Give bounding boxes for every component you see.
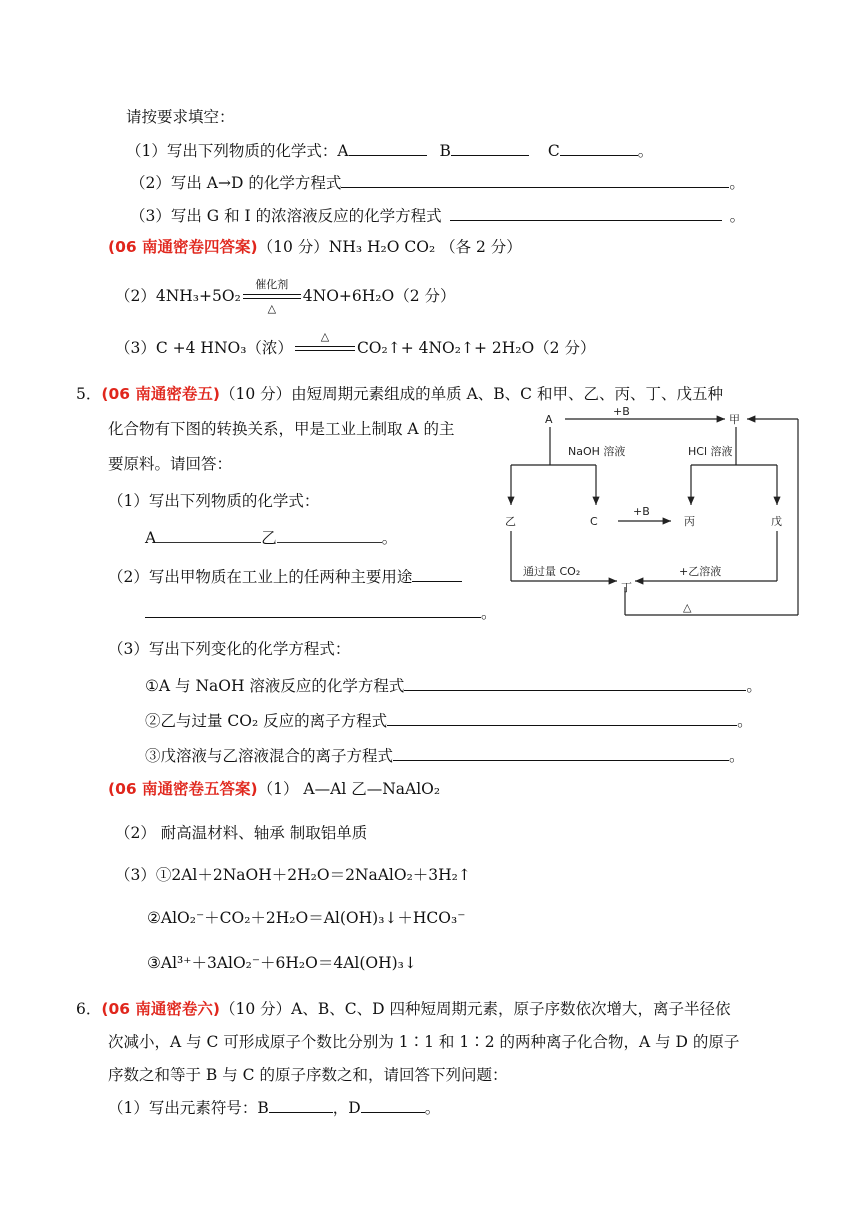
q5-part1-blanks: A 乙 。 — [145, 529, 398, 547]
answer-blank-equation[interactable] — [393, 746, 729, 761]
answer-blank-yi[interactable] — [277, 528, 382, 543]
answer-blank-equation[interactable] — [450, 206, 722, 221]
q5-text-line: 要原料。请回答： — [108, 455, 233, 473]
q5-answer-3-3: ③Al³⁺＋3AlO₂⁻＋6H₂O＝4Al(OH)₃↓ — [147, 954, 417, 972]
q5-part1: （1）写出下列物质的化学式： — [108, 492, 320, 510]
q6-text-line: 次减小，A 与 C 可形成原子个数比分别为 1∶1 和 1∶2 的两种离子化合物，A 与 D 的原子 — [108, 1033, 740, 1051]
reaction-diagram — [493, 405, 803, 620]
label-naoh: NaOH 溶液 — [568, 445, 626, 458]
q4-part1: （1）写出下列物质的化学式：A B C 。 — [126, 142, 654, 160]
reaction-condition: △ — [295, 338, 355, 360]
q4-part2: （2）写出 A→D 的化学方程式 。 — [130, 174, 745, 192]
reaction-condition: 催化剂 △ — [243, 286, 301, 308]
answer-blank-equation[interactable] — [341, 173, 729, 188]
label-heat: △ — [683, 601, 692, 614]
answer-blank-uses[interactable] — [145, 603, 481, 618]
q6-text-line: 序数之和等于 B 与 C 的原子序数之和，请回答下列问题： — [108, 1066, 508, 1084]
q5-part3-3: ③戊溶液与乙溶液混合的离子方程式 。 — [145, 747, 745, 765]
answer-blank-A[interactable] — [156, 528, 261, 543]
q5-part3-2: ②乙与过量 CO₂ 反应的离子方程式 。 — [145, 712, 753, 730]
node-wu: 戊 — [771, 515, 782, 528]
answer-tag: (06 南通密卷四答案) — [108, 238, 258, 256]
label-co2: 通过量 CO₂ — [523, 565, 581, 578]
label-plus-b: +B — [633, 505, 650, 518]
q4-intro: 请按要求填空： — [126, 108, 235, 126]
q5-answer-3-1: （3）①2Al＋2NaOH＋2H₂O＝2NaAlO₂＋3H₂↑ — [115, 866, 471, 884]
answer-blank-B[interactable] — [451, 141, 529, 156]
q5-heading: 5．(06 南通密卷五)（10 分）由短周期元素组成的单质 A、B、C 和甲、乙、丙、丁、戊五种 — [76, 385, 723, 403]
node-ding: 丁 — [621, 581, 632, 594]
q5-part3-1: ①A 与 NaOH 溶液反应的化学方程式 。 — [145, 677, 762, 695]
q4-answer-line: (06 南通密卷四答案)（10 分）NH₃ H₂O CO₂ （各 2 分） — [108, 238, 522, 256]
node-jia: 甲 — [729, 413, 740, 426]
label-plus-yi: +乙溶液 — [679, 565, 722, 578]
q5-part2-cont: 。 — [145, 602, 497, 624]
answer-blank-A[interactable] — [349, 141, 427, 156]
answer-blank-equation[interactable] — [404, 676, 746, 691]
q4-answer-3: （3）C +4 HNO₃（浓） △ CO₂↑+ 4NO₂↑+ 2H₂O（2 分） — [115, 337, 595, 360]
q5-answer-3-2: ②AlO₂⁻＋CO₂＋2H₂O＝Al(OH)₃↓＋HCO₃⁻ — [147, 909, 466, 927]
answer-blank-equation[interactable] — [387, 711, 737, 726]
q4-answer-2: （2）4NH₃+5O₂ 催化剂 △ 4NO+6H₂O（2 分） — [115, 278, 456, 315]
node-bing: 丙 — [684, 515, 695, 528]
answer-blank-B[interactable] — [269, 1098, 333, 1113]
label-hcl: HCl 溶液 — [688, 445, 733, 458]
q4-part3: （3）写出 G 和 I 的浓溶液反应的化学方程式 。 — [130, 207, 746, 225]
q6-heading: 6．(06 南通密卷六)（10 分）A、B、C、D 四种短周期元素，原子序数依次增大，离子半径依 — [76, 1000, 731, 1018]
answer-blank-D[interactable] — [361, 1098, 425, 1113]
node-A: A — [545, 413, 553, 426]
q5-part2: （2）写出甲物质在工业上的任两种主要用途 — [108, 566, 462, 588]
answer-tag: (06 南通密卷五答案) — [108, 780, 258, 798]
q5-answer-line: (06 南通密卷五答案)（1） A—Al 乙—NaAlO₂ — [108, 780, 441, 798]
answer-blank-C[interactable] — [560, 141, 638, 156]
q6-part1: （1）写出元素符号：B ，D 。 — [108, 1099, 441, 1117]
question-tag: (06 南通密卷六) — [101, 1000, 221, 1018]
node-C: C — [590, 515, 598, 528]
q5-part3: （3）写出下列变化的化学方程式： — [108, 640, 351, 658]
q5-text-line: 化合物有下图的转换关系，甲是工业上制取 A 的主 — [108, 420, 455, 438]
answer-blank-uses[interactable] — [412, 567, 462, 582]
question-tag: (06 南通密卷五) — [101, 385, 221, 403]
q5-answer-2: （2） 耐高温材料、轴承 制取铝单质 — [115, 824, 368, 842]
node-yi: 乙 — [505, 515, 516, 528]
label-plus-b: +B — [613, 405, 630, 418]
